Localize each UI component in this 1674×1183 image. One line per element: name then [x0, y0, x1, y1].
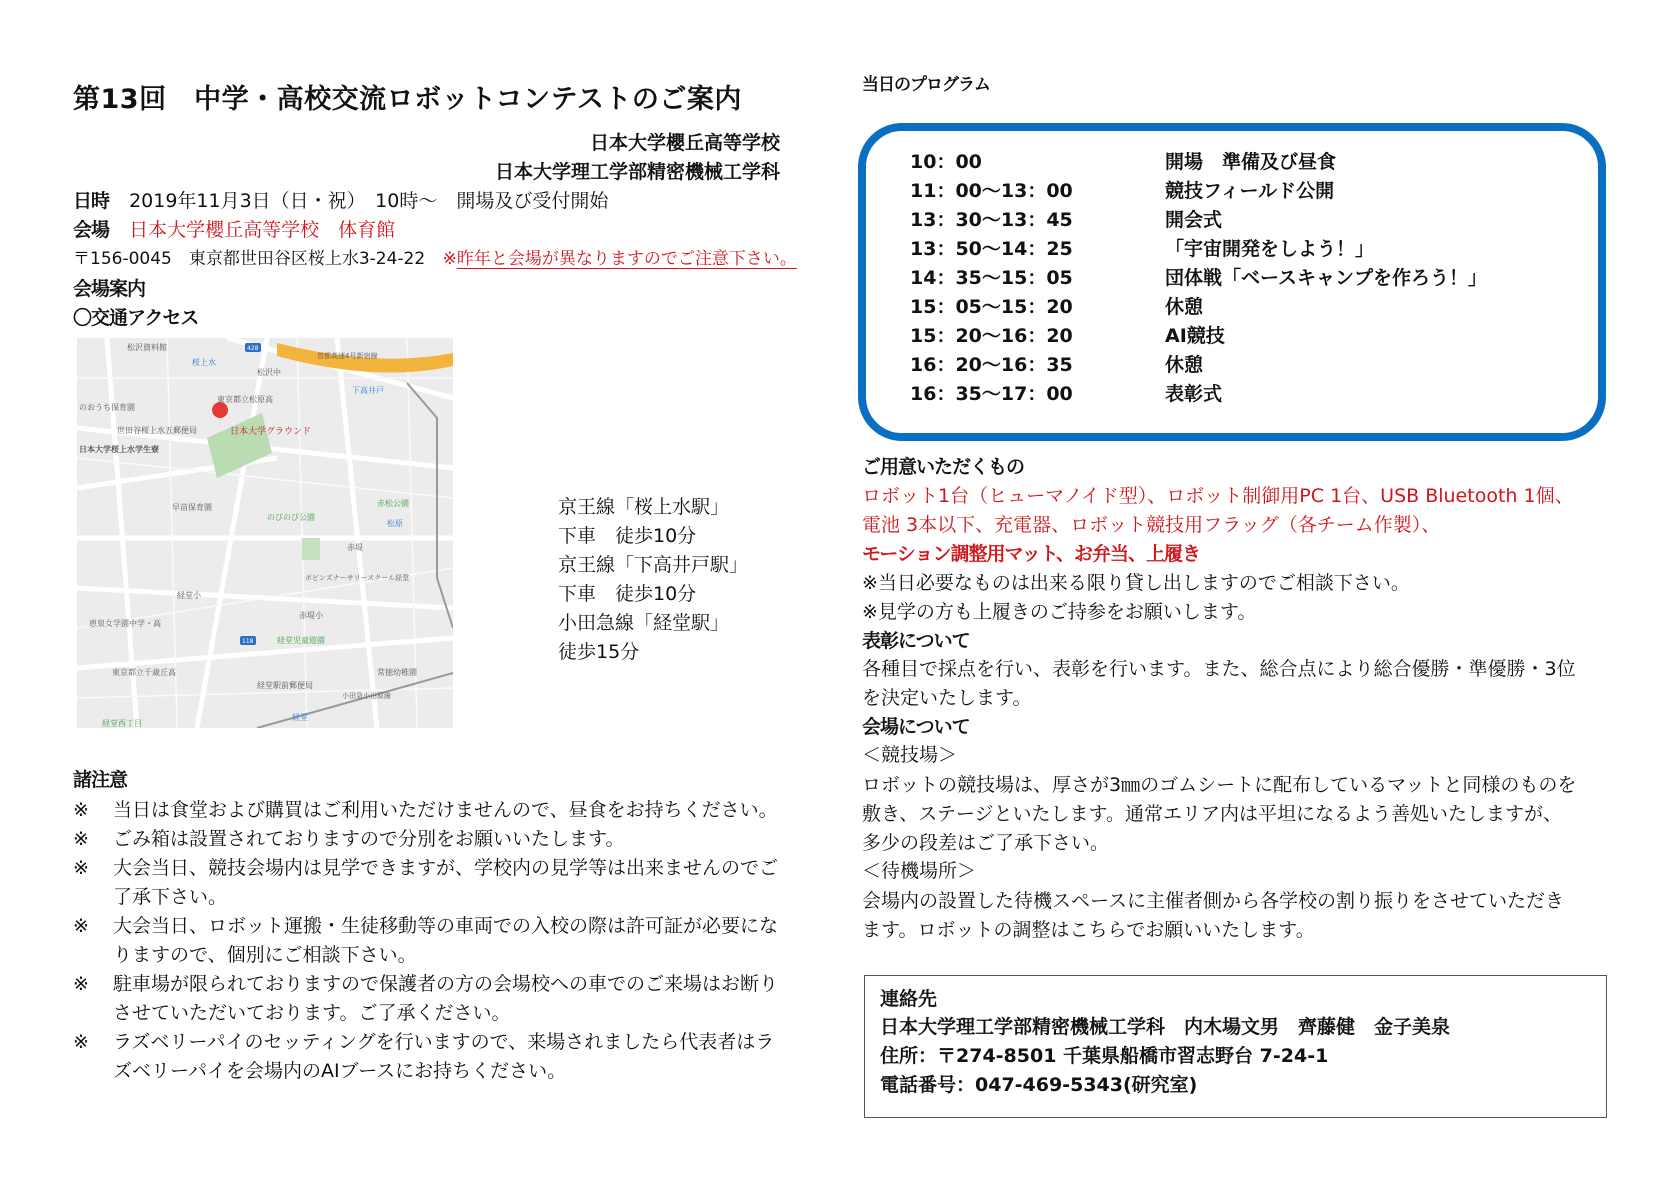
map-label: 経堂小	[177, 591, 201, 600]
contact-line: 住所：〒274-8501 千葉県船橋市習志野台 7-24-1	[880, 1045, 1329, 1067]
notice-mark: ※	[73, 828, 89, 850]
map-label: 桜上水	[192, 358, 216, 367]
map-label: 日本大学桜上水学生寮	[79, 445, 159, 454]
venue-change-note: 昨年と会場が異なりますのでご注意下さい。	[456, 249, 797, 269]
map-label: 世田谷桜上水五郵便局	[117, 426, 197, 435]
notices-heading: 諸注意	[73, 769, 128, 791]
notice-line: 大会当日、競技会場内は見学できますが、学校内の見学等は出来ませんのでご	[113, 857, 779, 879]
arena-line: 多少の段差はご了承下さい。	[862, 832, 1110, 854]
program-event: AI競技	[1165, 325, 1225, 347]
map-label: 赤堤小	[299, 611, 323, 620]
program-time: 13：30～13：45	[910, 209, 1073, 231]
program-time: 13：50～14：25	[910, 238, 1073, 260]
notice-mark: ※	[73, 1031, 89, 1053]
venue-guide-heading: 会場案内	[73, 278, 146, 300]
bring-item-line: 電池 3本以下、充電器、ロボット競技用フラッグ（各チーム作製）、	[862, 514, 1441, 536]
organizer-1: 日本大学櫻丘高等学校	[589, 132, 780, 154]
notice-mark: ※	[73, 915, 89, 937]
notice-line: させていただいております。ご了承ください。	[113, 1002, 511, 1024]
program-time: 14：35～15：05	[910, 267, 1073, 289]
program-event: 休憩	[1165, 296, 1204, 318]
program-event: 休憩	[1165, 354, 1204, 376]
map-label: 赤堤	[347, 543, 363, 552]
map-label: 下高井戸	[352, 386, 384, 395]
bring-item-line-bold: モーション調整用マット、お弁当、上履き	[862, 543, 1201, 565]
bring-heading: ご用意いただくもの	[862, 456, 1025, 478]
park-area	[302, 538, 320, 560]
datetime-value: 2019年11月3日（日・祝） 10時～ 開場及び受付開始	[129, 190, 609, 212]
program-heading: 当日のプログラム	[862, 75, 990, 95]
map-label: 早苗保育園	[172, 503, 212, 512]
notice-mark: ※	[73, 973, 89, 995]
notice-line: ズベリーパイを会場内のAIブースにお持ちください。	[113, 1060, 567, 1082]
pin-label: 日本大学グラウンド	[230, 427, 312, 437]
bring-item-line: ロボット1台（ヒューマノイド型）、ロボット制御用PC 1台、USB Bluetooth 1個、	[862, 485, 1574, 507]
notice-line: 当日は食堂および購買はご利用いただけませんので、昼食をお持ちください。	[113, 799, 778, 821]
map-label: 経堂駅前郵便局	[257, 681, 313, 690]
contact-line: 日本大学理工学部精密機械工学科 内木場文男 齊藤健 金子美泉	[880, 1016, 1451, 1038]
arena-heading: ＜競技場＞	[862, 744, 958, 766]
map-label: 松沢資料館	[127, 343, 167, 352]
venue-label: 会場	[73, 219, 110, 241]
map-label: 東京都立千歳丘高	[112, 668, 176, 677]
notice-line: りますので、個別にご相談下さい。	[113, 944, 417, 966]
bring-note: ※当日必要なものは出来る限り貸し出しますのでご相談下さい。	[862, 572, 1410, 594]
datetime-row	[73, 192, 608, 211]
program-event: 開会式	[1165, 209, 1223, 231]
access-line: 徒歩15分	[558, 641, 640, 663]
access-line: 京王線「桜上水駅」	[558, 496, 730, 518]
access-line: 京王線「下高井戸駅」	[558, 554, 749, 576]
page-title: 第13回 中学・高校交流ロボットコンテストのご案内	[73, 84, 742, 115]
waiting-heading: ＜待機場所＞	[862, 860, 977, 882]
access-line: 下車 徒歩10分	[558, 525, 697, 547]
map-label: 経堂西丁目	[102, 719, 142, 728]
bring-note: ※見学の方も上履きのご持参をお願いします。	[862, 601, 1257, 623]
venue-info-heading: 会場について	[862, 716, 970, 738]
datetime-label: 日時	[73, 190, 110, 212]
organizer-2: 日本大学理工学部精密機械工学科	[494, 161, 780, 183]
program-event: 開場 準備及び昼食	[1165, 151, 1337, 173]
address: 〒156-0045 東京都世田谷区桜上水3-24-22	[73, 249, 426, 269]
program-event: 「宇宙開発をしよう！」	[1165, 238, 1375, 260]
access-line: 小田急線「経堂駅」	[558, 612, 730, 634]
program-time: 16：20～16：35	[910, 354, 1073, 376]
access-line: 下車 徒歩10分	[558, 583, 697, 605]
map-label: 小田急小田原線	[342, 692, 391, 700]
route-badge: 428	[247, 345, 259, 352]
awards-line: を決定いたします。	[862, 687, 1032, 709]
route-badge: 118	[242, 638, 254, 645]
map-label: 東京都立松原高	[217, 395, 273, 404]
map-label: 赤松公園	[377, 499, 409, 508]
map-label: ボビンズナーサリースクール経堂	[305, 574, 410, 582]
map-label: 経堂	[292, 713, 308, 722]
program-time: 16：35～17：00	[910, 383, 1073, 405]
waiting-line: 会場内の設置した待機スペースに主催者側から各学校の割り振りをさせていただき	[862, 890, 1565, 912]
address-row	[73, 251, 797, 268]
map-label: 首都高速4号新宿線	[317, 352, 378, 360]
map-label: 松沢中	[257, 368, 281, 377]
map-label: 経堂児童遊園	[277, 636, 325, 645]
program-time: 15：20～16：20	[910, 325, 1073, 347]
notice-mark: ※	[73, 799, 89, 821]
notice-mark: ※	[73, 857, 89, 879]
waiting-line: ます。ロボットの調整はこちらでお願いいたします。	[862, 919, 1315, 941]
program-time: 11：00～13：00	[910, 180, 1073, 202]
map-label: のおうち保育園	[79, 403, 135, 412]
venue-map	[77, 338, 453, 728]
map-label: のびのび公園	[267, 513, 315, 522]
notice-line: 大会当日、ロボット運搬・生徒移動等の車両での入校の際は許可証が必要にな	[113, 915, 779, 937]
arena-line: ロボットの競技場は、厚さが3㎜のゴムシートに配布しているマットと同様のものを	[862, 774, 1577, 796]
notice-line: 了承下さい。	[113, 886, 228, 908]
notice-line: ラズベリーパイのセッティングを行いますので、来場されましたら代表者はラ	[113, 1031, 775, 1053]
access-heading: 〇交通アクセス	[73, 307, 199, 329]
map-label: 恵泉女学園中学・高	[89, 619, 161, 628]
venue-row	[73, 221, 395, 240]
arena-line: 敷き、ステージといたします。通常エリア内は平坦になるよう善処いたしますが、	[862, 803, 1562, 825]
map-label: 松原	[387, 519, 403, 528]
program-event: 団体戦「ベースキャンプを作ろう！」	[1165, 267, 1488, 289]
notice-line: ごみ箱は設置されておりますので分別をお願いいたします。	[113, 828, 625, 850]
awards-heading: 表彰について	[862, 630, 970, 652]
contact-line: 電話番号：047-469-5343(研究室)	[880, 1074, 1198, 1096]
note-mark: ※	[442, 249, 457, 269]
notice-line: 駐車場が限られておりますので保護者の方の会場校への車でのご来場はお断り	[113, 973, 779, 995]
program-event: 競技フィールド公開	[1165, 180, 1335, 202]
program-event: 表彰式	[1165, 383, 1223, 405]
program-time: 10：00	[910, 151, 982, 173]
program-time: 15：05～15：20	[910, 296, 1073, 318]
venue-value: 日本大学櫻丘高等学校 体育館	[129, 219, 396, 241]
awards-line: 各種目で採点を行い、表彰を行います。また、総合点により総合優勝・準優勝・3位	[862, 658, 1576, 680]
contact-heading: 連絡先	[880, 988, 938, 1010]
map-label: 常徳幼稚園	[377, 668, 417, 677]
